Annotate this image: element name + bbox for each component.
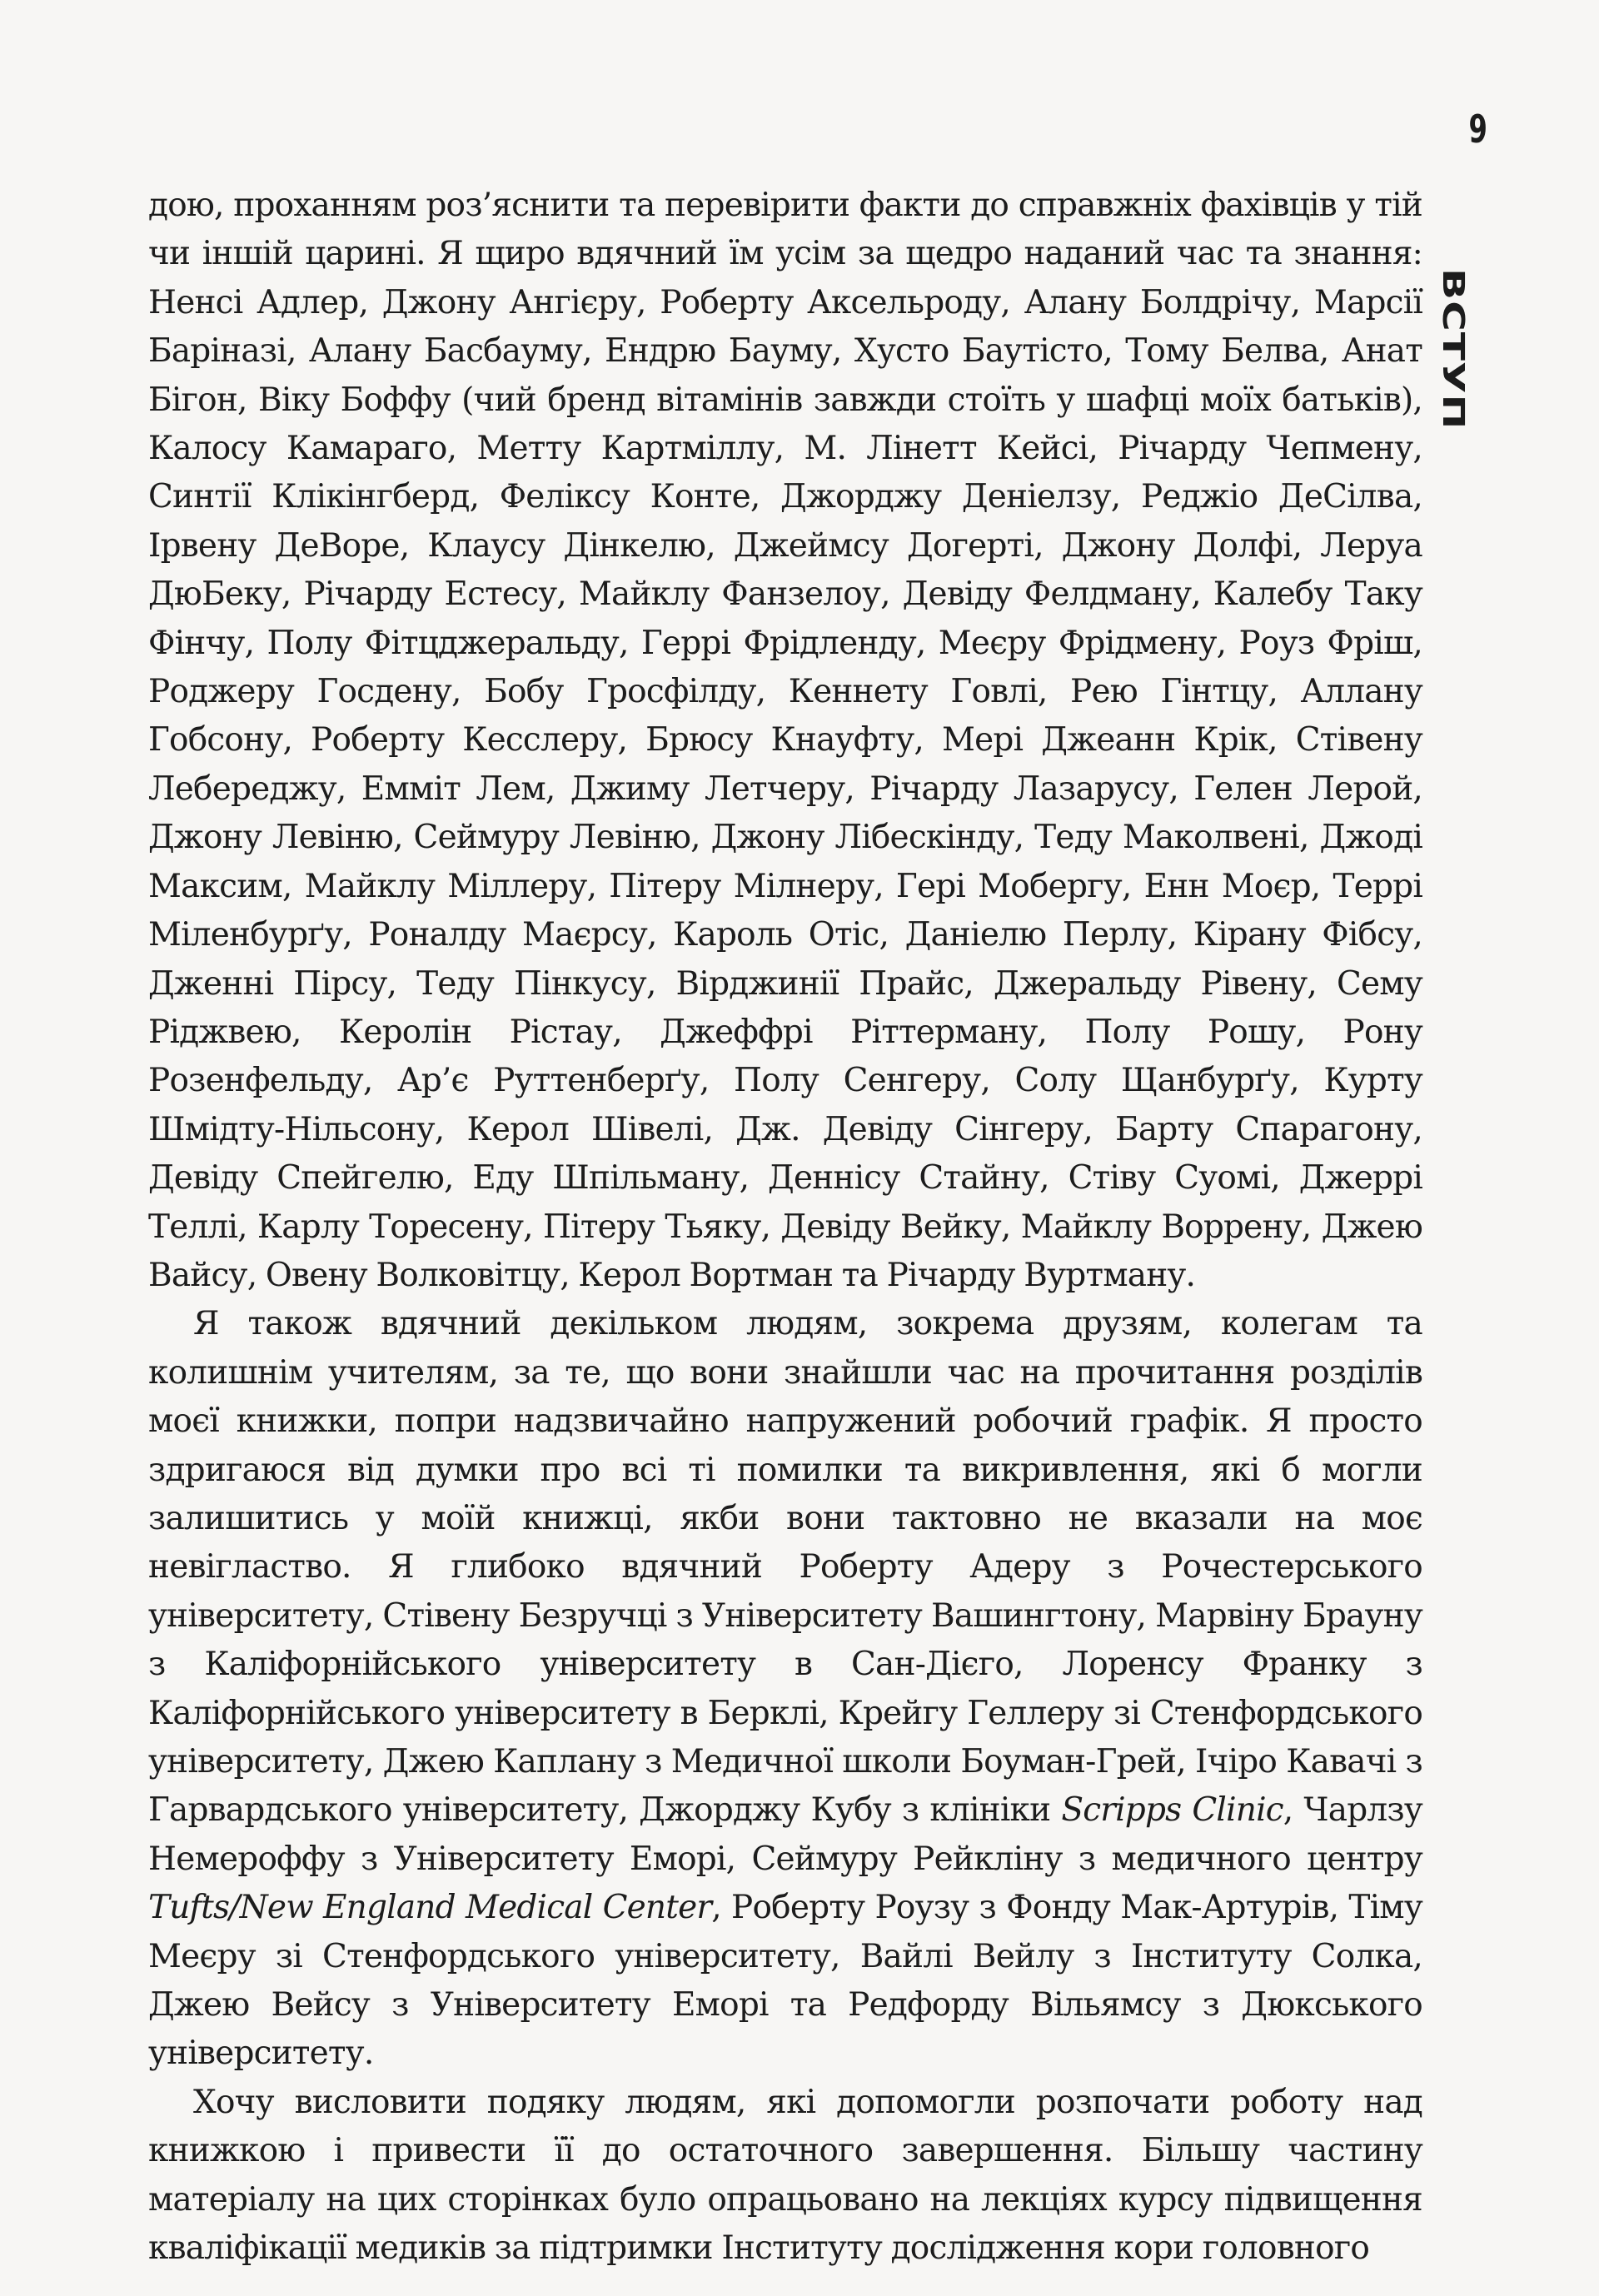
text-run: , Чарлзу Немероффу з Університету Еморі, Сеймуру Рейкліну з медичного центру	[148, 1791, 1422, 1878]
page-number: 9	[1468, 107, 1488, 152]
paragraph	[148, 1300, 1422, 2079]
text-run: Хочу висловити подяку людям, які допомогли розпочати роботу над книжкою і привести її до остаточного завершення. Більшу частину матеріалу на цих сторінках було опрацьовано на лекціях курсу підвищення кваліфікації медиків за підтримки Інституту дослідження кори головного	[148, 2083, 1422, 2268]
paragraph	[148, 2079, 1422, 2274]
italic-run: Scripps Clinic	[1061, 1791, 1283, 1830]
italic-run: Tufts/New England Medical Center	[148, 1889, 712, 1927]
text-run: дою, проханням роз’яснити та перевірити факти до справжніх фахівців у тій чи іншій царині. Я щиро вдячний їм усім за щедро наданий час та знання: Ненсі Адлер, Джону Ангієру, Роберту Аксельроду, Алану Болдрічу, Марсії Баріназі, Алану Басбауму, Ендрю Бауму, Хусто Баутісто, Тому Белва, Анат Бігон, Віку Боффу (чий бренд вітамінів завжди стоїть у шафці моїх батьків), Калосу Камараго, Метту Картміллу, М. Лінетт Кейсі, Річарду Чепмену, Синтії Клікінгберд, Феліксу Конте, Джорджу Деніелзу, Реджіо ДеСілва, Ірвену ДеВоре, Клаусу Дінкелю, Джеймсу Догерті, Джону Долфі, Леруа ДюБеку, Річарду Естесу, Майклу Фанзелоу, Девіду Фелдману, Калебу Таку Фінчу, Полу Фітцджеральду, Геррі Фрідленду, Меєру Фрідмену, Роуз Фріш, Роджеру Госдену, Бобу Гросфілду, Кеннету Говлі, Рею Гінтцу, Аллану Гобсону, Роберту Кесслеру, Брюсу Кнауфту, Мері Джеанн Крік, Стівену Лебереджу, Емміт Лем, Джиму Летчеру, Річарду Лазарусу, Гелен Лерой, Джону Левіню, Сеймуру Левіню, Джону Лібескінду, Теду Маколвені, Джоді Максим, Майклу Міллеру, Пітеру Мілнеру, Гері Мобергу, Енн Моєр, Террі Міленбурґу, Роналду Маєрсу, Кароль Отіс, Даніелю Перлу, Кірану Фібсу, Дженні Пірсу, Теду Пінкусу, Вірджинії Прайс, Джеральду Рівену, Сему Ріджвею, Керолін Рістау, Джеффрі Ріттерману, Полу Рошу, Рону Розенфельду, Ар’є Руттенберґу, Полу Сенгеру, Солу Щанбурґу, Курту Шмідту-Нільсону, Керол Шівелі, Дж. Девіду Сінгеру, Барту Спарагону, Девіду Спейгелю, Еду Шпільману, Деннісу Стайну, Стіву Суомі, Джеррі Теллі, Карлу Торесену, Пітеру Тьяку, Девіду Вейку, Майклу Воррену, Джею Вайсу, Овену Волковітцу, Керол Вортман та Річарду Вуртману.	[148, 187, 1422, 1294]
text-run: Я також вдячний декільком людям, зокрема друзям, колегам та колишнім учителям, за те, що вони знайшли час на прочитання розділів моєї книжки, попри надзвичайно напружений робочий графік. Я просто здригаюся від думки про всі ті помилки та викривлення, які б могли залишитись у моїй книжці, якби вони тактовно не вказали на моє невігластво. Я глибоко вдячний Роберту Адеру з Рочестерського університету, Стівену Безручці з Університету Вашингтону, Марвіну Брауну з Каліфорнійського університету в Сан-Дієго, Лоренсу Франку з Каліфорнійського університету в Берклі, Крейгу Геллеру зі Стенфордського університету, Джею Каплану з Медичної школи Боуман-Грей, Ічіро Кавачі з Гарвардського університету, Джорджу Кубу з клініки	[148, 1305, 1422, 1830]
paragraph	[148, 182, 1422, 1300]
text-run: , Роберту Роузу з Фонду Мак-Артурів, Тіму Меєру зі Стенфордського університету, Вайлі Вейлу з Інституту Солка, Джею Вейсу з Університету Еморі та Редфорду Вільямсу з Дюкського університету.	[148, 1889, 1422, 2073]
running-head	[1429, 268, 1477, 430]
body-text	[148, 182, 1422, 2273]
running-head-label: ВСТУП	[1436, 268, 1471, 431]
